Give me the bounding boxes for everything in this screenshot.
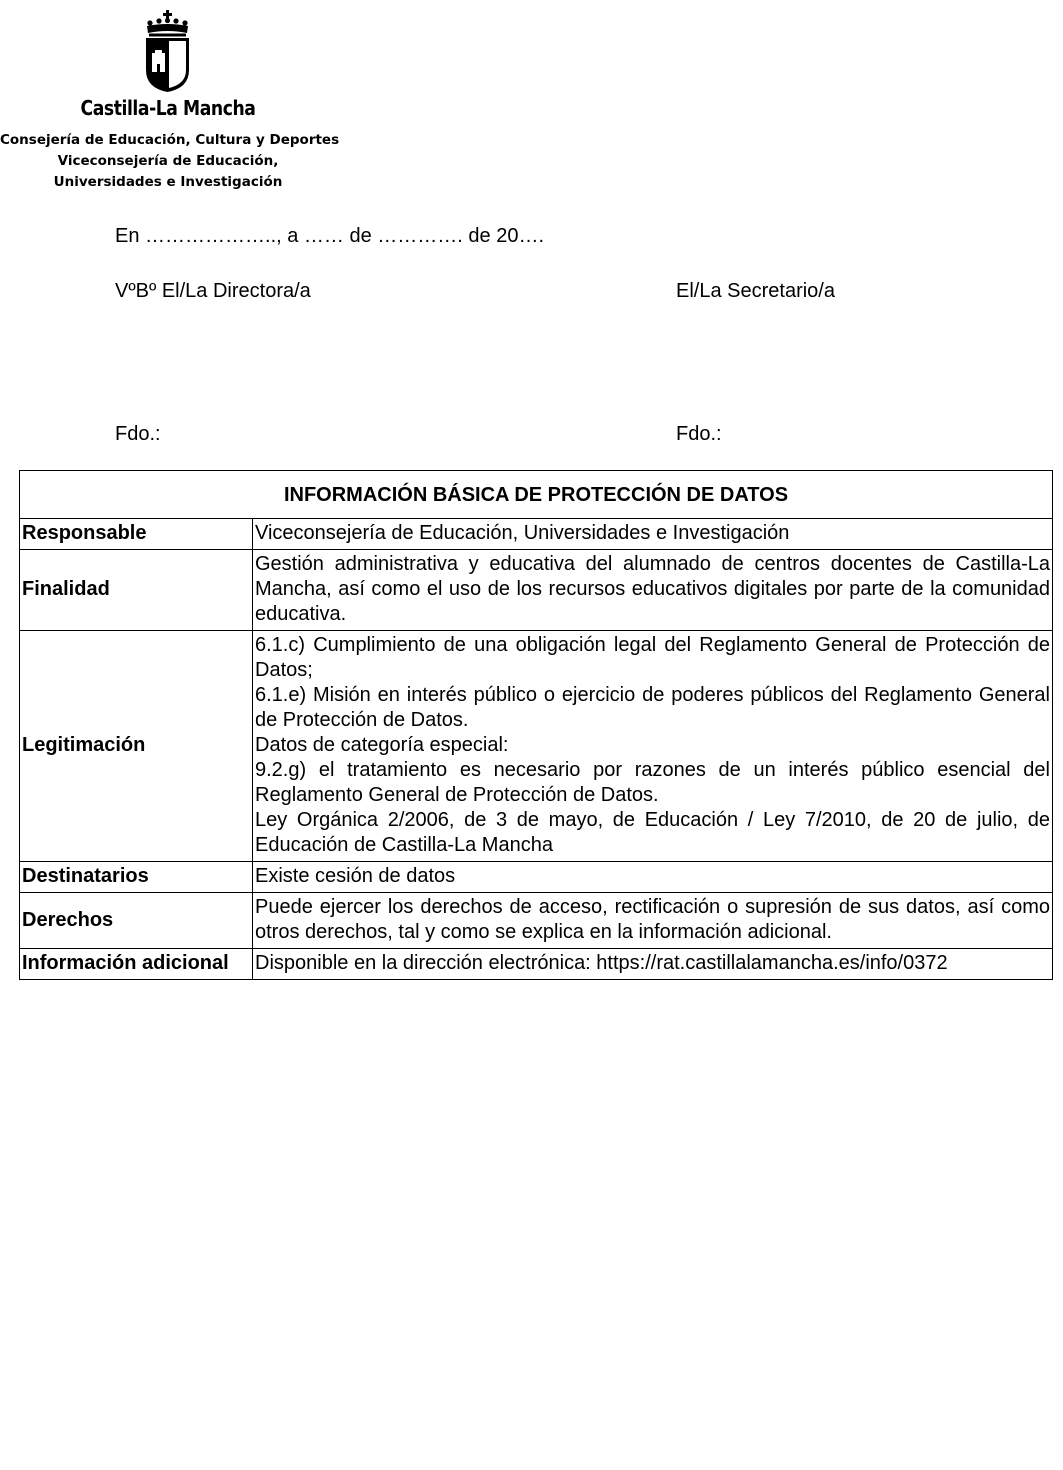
row-value xyxy=(253,862,1053,893)
row-value xyxy=(253,519,1053,550)
row-value-line: Disponible en la dirección electrónica: https://rat.castillalamancha.es/info/0372 xyxy=(255,952,948,974)
brand-name: Castilla-La Mancha xyxy=(80,96,256,120)
director-role: VºBº El/La Directora/a xyxy=(115,280,311,302)
row-label: Legitimación xyxy=(20,631,253,862)
department-lines xyxy=(0,130,340,193)
row-value-line: Ley Orgánica 2/2006, de 3 de mayo, de Educación / Ley 7/2010, de 20 de julio, de Educación de Castilla-La Mancha xyxy=(255,809,1050,856)
row-value-line: 6.1.c) Cumplimiento de una obligación legal del Reglamento General de Protección de Datos; xyxy=(255,634,1050,681)
row-value-line: Existe cesión de datos xyxy=(255,865,456,887)
table-row xyxy=(20,862,1053,893)
row-value-line: Datos de categoría especial: xyxy=(255,734,509,756)
row-value-line: Puede ejercer los derechos de acceso, rectificación o supresión de sus datos, así como otros derechos, tal y como se explica en la información adicional. xyxy=(255,896,1050,943)
table-row xyxy=(20,519,1053,550)
table-row xyxy=(20,893,1053,949)
row-value-line: 9.2.g) el tratamiento es necesario por razones de un interés público esencial del Reglamento General de Protección de Datos. xyxy=(255,759,1050,806)
row-value-line: 6.1.e) Misión en interés público o ejercicio de poderes públicos del Reglamento General de Protección de Datos. xyxy=(255,684,1050,731)
row-label: Finalidad xyxy=(20,550,253,631)
coat-of-arms-logo xyxy=(142,10,194,94)
row-value xyxy=(253,631,1053,862)
table-title: INFORMACIÓN BÁSICA DE PROTECCIÓN DE DATOS xyxy=(20,471,1053,519)
secretary-signature: Fdo.: xyxy=(676,423,722,445)
place-date-line: En ……………….., a …… de …………. de 20…. xyxy=(115,225,545,247)
row-label: Destinatarios xyxy=(20,862,253,893)
institution-header xyxy=(0,10,340,193)
row-label: Responsable xyxy=(20,519,253,550)
secretary-role: El/La Secretario/a xyxy=(676,280,835,302)
row-label: Información adicional xyxy=(20,949,253,980)
department-line: Universidades e Investigación xyxy=(53,174,283,190)
table-title-row xyxy=(20,471,1053,519)
row-value-line: Gestión administrativa y educativa del alumnado de centros docentes de Castilla-La Mancha, así como el uso de los recursos educativos digitales por parte de la comunidad educativa. xyxy=(255,553,1050,625)
row-value xyxy=(253,949,1053,980)
director-signature: Fdo.: xyxy=(115,423,161,445)
row-value xyxy=(253,893,1053,949)
department-line: Consejería de Educación, Cultura y Deportes xyxy=(0,132,340,148)
department-line: Viceconsejería de Educación, xyxy=(57,153,279,169)
table-row xyxy=(20,949,1053,980)
table-row xyxy=(20,631,1053,862)
table-row xyxy=(20,550,1053,631)
row-value-line: Viceconsejería de Educación, Universidades e Investigación xyxy=(255,522,790,544)
data-protection-table xyxy=(19,470,1053,980)
row-label: Derechos xyxy=(20,893,253,949)
row-value xyxy=(253,550,1053,631)
